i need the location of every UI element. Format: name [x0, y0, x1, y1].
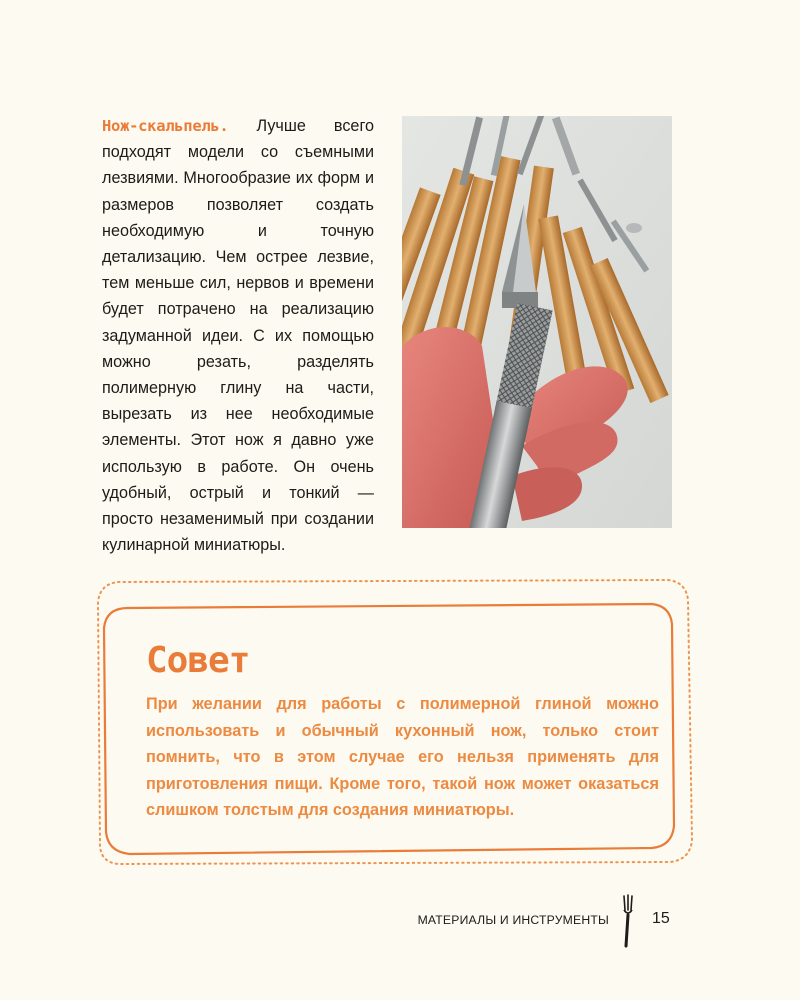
scalpel-photo — [402, 116, 672, 528]
tip-text: При желании для работы с полимерной глиной можно использовать и обычный кухонный нож, только стоит помнить, что в этом случае его нельзя применять для приготовления пищи. Кроме того, такой нож может оказаться слишком толстым для создания миниатюры. — [146, 695, 659, 819]
fork-icon — [616, 892, 638, 950]
article-term: Нож-скальпель. — [102, 117, 229, 135]
article-text: Лучше всего подходят модели со съемными лезвиями. Многообразие их форм и размеров позволяет создать необходимую и точную детализацию. Чем острее лезвие, тем меньше сил, нервов и времени будет потрачено на реализацию задуманной идеи. С их помощью можно резать, разделять полимерную глину на части, вырезать из нее необходимые элементы. Этот нож я давно уже использую в работе. Он очень удобный, острый и тонкий — просто незаменимый при создании кулинарной миниатюры. — [102, 117, 374, 555]
article-paragraph — [102, 113, 374, 558]
page-number: 15 — [652, 910, 670, 927]
tip-title: Совет — [146, 640, 250, 681]
running-footer-section: МАТЕРИАЛЫ И ИНСТРУМЕНТЫ — [417, 913, 609, 927]
